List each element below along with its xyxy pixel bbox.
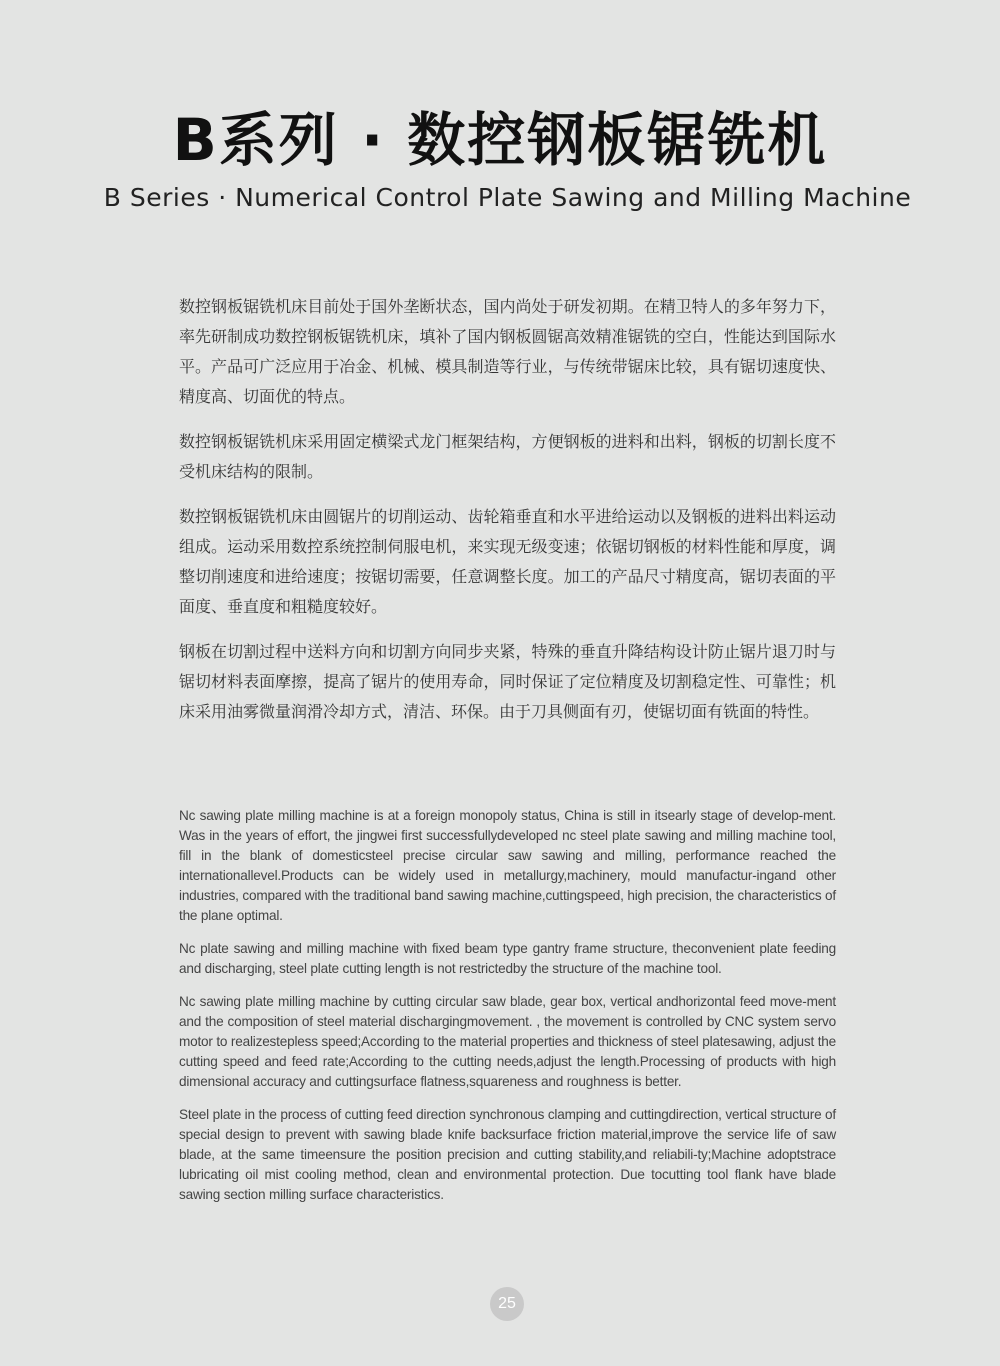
english-description bbox=[179, 806, 836, 1218]
page-subtitle: B Series · Numerical Control Plate Sawing and Milling Machine bbox=[103, 183, 912, 212]
paragraph-cn: 数控钢板锯铣机床采用固定横梁式龙门框架结构，方便钢板的进料和出料，钢板的切割长度不受机床结构的限制。 bbox=[179, 432, 836, 481]
paragraph-cn: 数控钢板锯铣机床目前处于国外垄断状态，国内尚处于研发初期。在精卫特人的多年努力下，率先研制成功数控钢板锯铣机床，填补了国内钢板圆锯高效精准锯铣的空白，性能达到国际水平。产品可广泛应用于冶金、机械、模具制造等行业，与传统带锯床比较，具有锯切速度快、精度高、切面优的特点。 bbox=[179, 297, 836, 406]
page-number: 25 bbox=[490, 1287, 524, 1321]
paragraph-cn: 钢板在切割过程中送料方向和切割方向同步夹紧，特殊的垂直升降结构设计防止锯片退刀时与锯切材料表面摩擦，提高了锯片的使用寿命，同时保证了定位精度及切割稳定性、可靠性；机床采用油雾微量润滑冷却方式，清洁、环保。由于刀具侧面有刃，使锯切面有铣面的特性。 bbox=[179, 642, 836, 721]
chinese-description bbox=[179, 292, 836, 742]
paragraph-en: Nc sawing plate milling machine by cutting circular saw blade, gear box, vertical andhorizontal feed move-ment and the composition of steel material dischargingmovement. , the movement is controlled by CNC system servo motor to realizestepless speed;According to the material properties and thickness of steel platesawing, adjust the cutting speed and feed rate;According to the cutting needs,adjust the length.Processing of products with high dimensional accuracy and cuttingsurface flatness,squareness and roughness is better. bbox=[179, 994, 836, 1089]
paragraph-en: Nc sawing plate milling machine is at a foreign monopoly status, China is still in itsearly stage of develop-ment. Was in the years of effort, the jingwei first successfullydeveloped nc steel plate sawing and milling machine tool, fill in the blank of domesticsteel precise circular saw sawing and milling, performance reached the internationallevel.Products can be widely used in metallurgy,machinery, mould manufactur-ingand other industries, compared with the traditional band sawing machine,cuttingspeed, high precision, the characteristics of the plane optimal. bbox=[179, 808, 836, 923]
page-title: B系列 · 数控钢板锯铣机 bbox=[172, 106, 828, 174]
paragraph-cn: 数控钢板锯铣机床由圆锯片的切削运动、齿轮箱垂直和水平进给运动以及钢板的进料出料运动组成。运动采用数控系统控制伺服电机，来实现无级变速；依锯切钢板的材料性能和厚度，调整切削速度和进给速度；按锯切需要，任意调整长度。加工的产品尺寸精度高，锯切表面的平面度、垂直度和粗糙度较好。 bbox=[179, 507, 836, 616]
paragraph-en: Nc plate sawing and milling machine with fixed beam type gantry frame structure, theconvenient plate feeding and discharging, steel plate cutting length is not restrictedby the structure of the machine tool. bbox=[179, 941, 836, 976]
paragraph-en: Steel plate in the process of cutting feed direction synchronous clamping and cuttingdirection, vertical structure of special design to prevent with sawing blade knife backsurface friction material,improve the service life of saw blade, at the same timeensure the position precision and cutting stability,and reliabili-ty;Machine adoptstrace lubricating oil mist cooling method, clean and environmental protection. Due tocutting tool flank have blade sawing section milling surface characteristics. bbox=[179, 1107, 836, 1202]
